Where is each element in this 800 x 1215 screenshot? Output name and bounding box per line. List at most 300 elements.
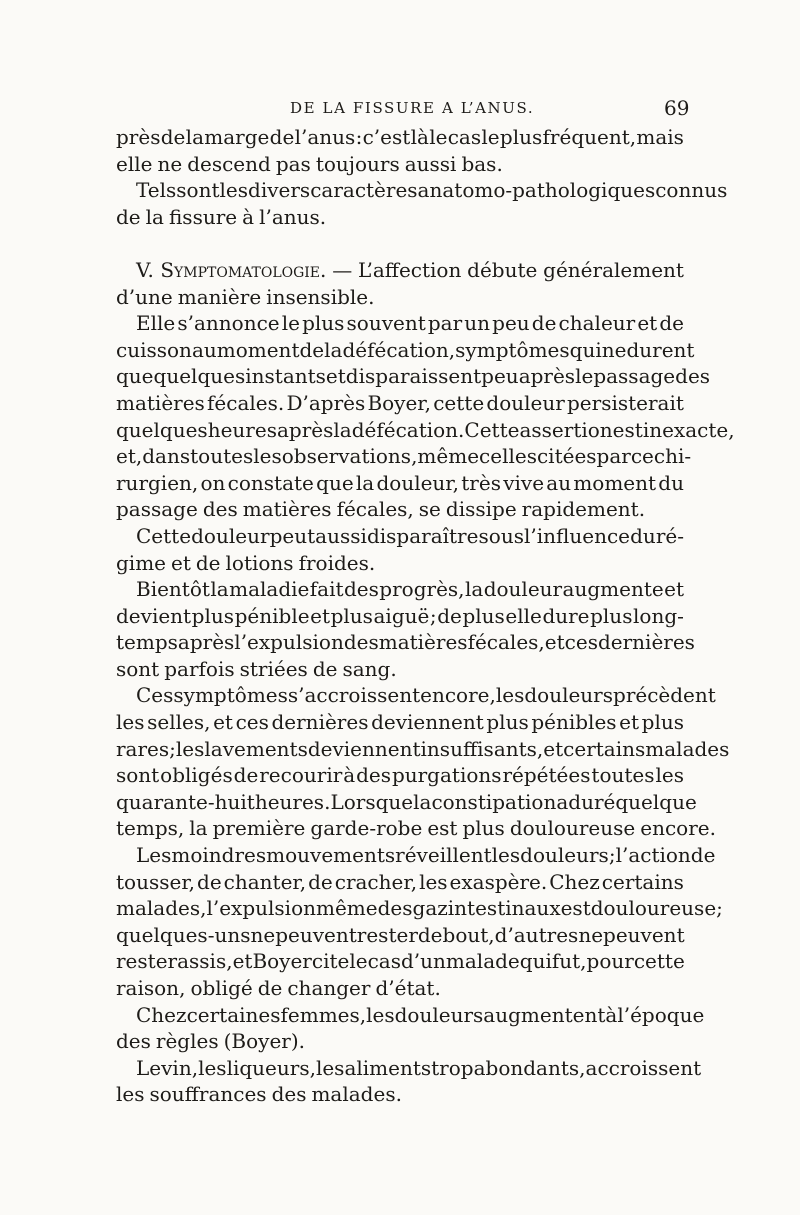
text-word: Elle <box>136 311 176 336</box>
text-word: quelque <box>615 789 697 814</box>
text-word: passage <box>593 364 676 389</box>
text-word: les <box>491 843 521 868</box>
blank-line <box>116 230 684 257</box>
text-word: la <box>189 816 208 841</box>
text-word: le <box>575 364 594 389</box>
text-word: de <box>160 125 186 149</box>
text-word: V. <box>136 257 155 282</box>
text-word: de <box>233 763 259 788</box>
text-word: augmente <box>562 577 664 602</box>
text-word: à <box>605 1002 618 1027</box>
text-word: peuvent <box>603 922 685 947</box>
text-word: de <box>269 125 295 149</box>
text-word: peut <box>269 523 316 548</box>
text-word: qui <box>519 949 552 974</box>
text-word: là <box>410 125 429 149</box>
text-word: de <box>659 311 684 336</box>
text-word: de <box>312 656 338 681</box>
text-word: dissipe <box>445 497 517 522</box>
text-word: de <box>690 843 716 868</box>
text-word: encore, <box>420 683 496 708</box>
text-word: manière <box>177 284 262 309</box>
text-word: douleur <box>191 523 270 548</box>
text-word: obligés <box>160 763 233 788</box>
text-word: la <box>324 337 343 362</box>
text-word: et, <box>116 444 143 469</box>
text-word: vive <box>503 470 545 495</box>
text-word: moment <box>573 470 657 495</box>
text-word: que <box>116 364 154 389</box>
text-word: et <box>325 364 346 389</box>
text-word: le <box>481 125 500 149</box>
text-word: malades. <box>311 1082 402 1107</box>
text-word: dernières <box>597 630 695 655</box>
text-word: l’influence <box>524 523 631 548</box>
text-word: l’expulsion <box>234 630 344 655</box>
text-word: toutes <box>190 444 254 469</box>
text-word: après <box>276 417 334 442</box>
text-word: maladie <box>229 577 310 602</box>
text-word: changer <box>287 976 371 1000</box>
text-word: l’anus. <box>259 204 327 229</box>
text-word: au <box>191 337 217 362</box>
text-word: les <box>198 1055 227 1080</box>
text-word: celles <box>479 444 537 469</box>
text-word: de <box>437 603 462 628</box>
text-word: striées <box>239 656 308 681</box>
text-word: aussi <box>404 151 457 176</box>
text-word: sont <box>116 763 160 788</box>
text-line <box>116 390 684 417</box>
text-word: Le <box>136 1055 162 1080</box>
text-word: malade <box>445 949 520 974</box>
text-line <box>116 496 684 523</box>
text-word: par <box>427 311 463 336</box>
text-word: d’une <box>116 284 173 309</box>
text-word: sous <box>478 523 524 548</box>
text-word: est <box>560 896 591 921</box>
text-word: divers <box>248 178 311 203</box>
text-word: obligé <box>190 976 253 1000</box>
text-word: souffrances <box>149 1082 267 1107</box>
text-word: deviennent <box>371 710 484 735</box>
text-word: constate <box>227 470 314 495</box>
text-word: assis, <box>177 949 233 974</box>
text-word: première <box>212 816 306 841</box>
text-word: d’autres <box>494 922 579 947</box>
text-word: dernières <box>271 710 369 735</box>
running-title: DE LA FISSURE A L’ANUS. <box>290 99 535 117</box>
text-word: fait <box>309 577 344 602</box>
text-line <box>116 363 711 390</box>
text-line <box>116 257 684 284</box>
text-word: disparaissent <box>345 364 482 389</box>
text-word: peuvent <box>275 922 357 947</box>
text-line <box>116 895 723 922</box>
text-line <box>116 177 728 204</box>
text-word: aliments <box>344 1055 432 1080</box>
text-word: chi- <box>653 444 692 469</box>
text-word: deviennent <box>307 736 421 761</box>
text-word: près <box>116 125 161 149</box>
text-word: des <box>675 364 711 389</box>
text-word: les <box>495 683 525 708</box>
text-word: certaines <box>186 1002 281 1027</box>
text-word: mais <box>636 125 684 149</box>
text-word: même <box>316 896 378 921</box>
text-word: insensible. <box>266 284 375 309</box>
text-word: Bientôt <box>136 577 210 602</box>
text-word: de <box>531 311 557 336</box>
text-word: duré <box>568 789 616 814</box>
text-line <box>116 417 735 444</box>
text-word: les <box>219 178 249 203</box>
text-word: Chez <box>549 869 600 894</box>
text-word: rares <box>116 736 170 761</box>
text-word: l’anus <box>294 125 356 149</box>
text-word: la <box>413 789 432 814</box>
text-line <box>116 736 730 763</box>
text-word: la <box>145 204 164 229</box>
text-word: douleur, <box>376 470 460 495</box>
text-word: les <box>116 710 145 735</box>
text-word: fut, <box>551 949 587 974</box>
text-word: et <box>213 710 233 735</box>
text-word: aiguë <box>373 603 430 628</box>
text-word: de <box>308 869 333 894</box>
text-word: le <box>429 125 448 149</box>
text-line <box>116 550 684 577</box>
text-word: quelques-uns <box>116 922 251 947</box>
text-word: heures <box>207 417 277 442</box>
text-word: défécation. <box>351 417 465 442</box>
text-word: trop <box>431 1055 474 1080</box>
text-word: plus <box>302 311 345 336</box>
text-word: observations, <box>281 444 418 469</box>
text-word: rester <box>356 922 418 947</box>
text-word: — <box>332 257 353 282</box>
text-word: ces <box>564 630 598 655</box>
text-word: et <box>232 949 253 974</box>
text-word: ne <box>601 337 627 362</box>
text-word: dans <box>142 444 191 469</box>
text-word: le <box>349 949 368 974</box>
text-word: s’annonce <box>177 311 280 336</box>
text-word: toutes <box>591 763 655 788</box>
text-word: debout, <box>417 922 495 947</box>
text-word: mouvements <box>266 843 396 868</box>
text-word: parfois <box>164 656 235 681</box>
text-line <box>116 789 697 816</box>
text-word: ne <box>250 922 276 947</box>
text-word: heures. <box>254 789 331 814</box>
text-line <box>116 337 695 364</box>
text-word: connus <box>655 178 728 203</box>
text-line <box>116 1028 684 1055</box>
text-word: purgations <box>391 763 502 788</box>
text-word: souvent <box>346 311 426 336</box>
text-word: quarante-huit <box>116 789 255 814</box>
text-line <box>116 815 716 842</box>
text-word: généralement <box>543 257 684 282</box>
text-word: citées <box>536 444 597 469</box>
text-word: caractères <box>310 178 418 203</box>
text-word: ; <box>429 603 437 628</box>
text-line <box>116 470 684 497</box>
body-text <box>116 124 735 1108</box>
text-word: disparaître <box>366 523 479 548</box>
text-word: persisterait <box>567 390 684 415</box>
text-word: Boyer, <box>367 390 432 415</box>
text-word: Cette <box>464 417 520 442</box>
text-word: plus <box>191 603 235 628</box>
text-word: recourir <box>259 763 343 788</box>
text-word: quelques <box>153 364 246 389</box>
text-line <box>116 151 684 178</box>
text-word: matières <box>378 630 468 655</box>
text-word: fissure <box>168 204 238 229</box>
text-word: tousser, <box>116 869 196 894</box>
text-word: les <box>175 736 205 761</box>
text-word: Symptomatologie. <box>160 257 327 282</box>
text-line <box>116 842 716 869</box>
text-word: on <box>200 470 226 495</box>
text-word: Les <box>136 843 172 868</box>
text-word: L’affection <box>357 257 462 282</box>
text-word: plus <box>486 710 529 735</box>
text-word: aussi <box>315 523 367 548</box>
text-word: chaleur <box>558 311 636 336</box>
text-word: très <box>461 470 501 495</box>
text-word: chanter, <box>223 869 307 894</box>
text-word: les <box>315 1055 345 1080</box>
text-word: et <box>171 550 191 575</box>
text-word: ne <box>157 151 183 176</box>
text-word: gime <box>116 550 166 575</box>
text-word: elle <box>116 151 153 176</box>
text-word: ré- <box>655 523 684 548</box>
text-word: réveillent <box>395 843 492 868</box>
text-word: devient <box>116 603 192 628</box>
text-word: exaspère. <box>449 869 548 894</box>
text-word: sang. <box>342 656 397 681</box>
text-word: après <box>518 364 576 389</box>
text-word: dure <box>542 603 590 628</box>
text-word: vin, <box>161 1055 199 1080</box>
text-word: ; <box>169 736 176 761</box>
text-line <box>116 310 684 337</box>
text-word: selles, <box>147 710 211 735</box>
text-word: cas <box>447 125 482 149</box>
text-line <box>116 603 684 630</box>
text-word: Lorsque <box>330 789 414 814</box>
text-word: se <box>418 497 441 522</box>
text-word: durent <box>626 337 695 362</box>
text-line <box>116 709 684 736</box>
text-word: fécales, <box>467 630 545 655</box>
text-word: moindres <box>171 843 267 868</box>
text-word: les <box>116 1082 145 1107</box>
text-word: les <box>419 869 448 894</box>
text-word: pour <box>586 949 634 974</box>
text-word: à <box>242 204 255 229</box>
text-word: certains <box>563 736 646 761</box>
text-word: assertion <box>519 417 613 442</box>
text-word: plus <box>590 603 633 628</box>
text-word: Boyer <box>252 949 312 974</box>
text-word: fréquent, <box>542 125 637 149</box>
page-number: 69 <box>664 96 690 120</box>
text-word: du <box>658 470 684 495</box>
text-word: et <box>544 630 565 655</box>
text-word: des <box>116 1029 151 1054</box>
text-word: femmes, <box>280 1002 367 1027</box>
text-word: douleur <box>486 390 565 415</box>
text-word: et <box>543 736 564 761</box>
text-word: raison, <box>116 976 186 1000</box>
text-word: au <box>546 470 572 495</box>
text-word: anatomo-pathologiques <box>417 178 656 203</box>
text-word: temps <box>116 630 178 655</box>
text-word: les <box>253 444 282 469</box>
text-word: les <box>655 763 684 788</box>
text-word: la <box>355 470 375 495</box>
text-word: quelques <box>116 417 208 442</box>
text-word: temps, <box>116 816 185 841</box>
text-word: de <box>195 550 221 575</box>
text-word: des <box>271 1082 307 1107</box>
text-word: plus <box>641 710 684 735</box>
text-word: est <box>612 417 643 442</box>
text-word: garde-robe <box>310 816 423 841</box>
text-word: rapidement. <box>521 497 646 522</box>
text-line <box>116 682 716 709</box>
text-word: pas <box>275 151 311 176</box>
text-word: des <box>343 577 379 602</box>
text-word: et <box>664 577 684 602</box>
text-word: douloureuse <box>509 816 636 841</box>
text-line <box>116 869 684 896</box>
text-word: cite <box>311 949 350 974</box>
text-word: descend <box>187 151 271 176</box>
text-word: bas. <box>461 151 503 176</box>
text-word: encore. <box>640 816 716 841</box>
text-line <box>116 656 684 683</box>
text-word: Chez <box>136 1002 187 1027</box>
text-word: par <box>596 444 631 469</box>
text-word: le <box>281 311 300 336</box>
text-line <box>116 204 684 231</box>
text-word: même <box>417 444 480 469</box>
text-word: long- <box>633 603 684 628</box>
text-word: des <box>377 896 413 921</box>
text-word: douloureuse <box>590 896 717 921</box>
text-word: et <box>310 603 330 628</box>
text-word: la <box>464 577 484 602</box>
text-word: intestinaux <box>447 896 561 921</box>
text-word: des <box>356 763 391 788</box>
text-word: matières <box>116 390 205 415</box>
text-word: l’époque <box>617 1002 705 1027</box>
text-line <box>116 922 684 949</box>
text-word: marge <box>204 125 270 149</box>
text-word: précèdent <box>613 683 716 708</box>
text-word: lavements <box>204 736 308 761</box>
text-word: ; <box>608 843 616 868</box>
text-word: et <box>619 710 640 735</box>
text-word: que <box>316 470 354 495</box>
text-word: douleur <box>483 577 563 602</box>
text-line <box>116 1055 702 1082</box>
text-word: douleurs <box>520 843 609 868</box>
text-word: cette <box>433 390 485 415</box>
text-word: cuisson <box>116 337 192 362</box>
text-word: cas <box>367 949 401 974</box>
text-word: s’accroissent <box>287 683 421 708</box>
text-word: symptômes <box>455 337 570 362</box>
text-word: peu <box>481 364 519 389</box>
text-line <box>116 762 684 789</box>
text-word: règles <box>155 1029 219 1054</box>
text-word: : <box>355 125 363 149</box>
text-word: de <box>299 337 325 362</box>
text-word: c’est <box>362 125 411 149</box>
text-word: rurgien, <box>116 470 199 495</box>
text-word: un <box>464 311 491 336</box>
text-word: ne <box>578 922 604 947</box>
text-word: est <box>427 816 458 841</box>
text-word: passage <box>116 497 198 522</box>
text-word: D’après <box>286 390 366 415</box>
text-word: pénibles <box>531 710 617 735</box>
text-word: d’état. <box>375 976 441 1000</box>
text-word: douleurs <box>524 683 614 708</box>
text-word: défécation, <box>342 337 456 362</box>
text-word: plus <box>499 125 543 149</box>
text-word: (Boyer). <box>223 1029 306 1054</box>
text-line <box>116 629 695 656</box>
text-word: inexacte, <box>642 417 735 442</box>
text-word: répétées <box>502 763 591 788</box>
text-word: peu <box>492 311 530 336</box>
text-word: a <box>556 789 569 814</box>
text-word: la <box>210 577 229 602</box>
text-word: plus <box>330 603 373 628</box>
text-word: moment <box>216 337 300 362</box>
text-word: la <box>185 125 204 149</box>
text-word: augmentent <box>483 1002 606 1027</box>
text-line <box>116 284 684 311</box>
text-word: Cette <box>136 523 192 548</box>
text-word: Tels <box>136 178 177 203</box>
text-word: et <box>637 311 658 336</box>
text-word: les <box>366 1002 395 1027</box>
text-word: lotions <box>225 550 294 575</box>
text-word: certains <box>601 869 684 894</box>
text-word: de <box>116 204 141 229</box>
text-word: à <box>343 763 356 788</box>
text-word: des <box>343 630 379 655</box>
text-word: la <box>333 417 352 442</box>
text-word: malades, <box>116 896 207 921</box>
text-word: qui <box>569 337 602 362</box>
text-word: elle <box>505 603 542 628</box>
text-word: de <box>257 976 283 1000</box>
text-word: insuffisants, <box>420 736 544 761</box>
text-word: rester <box>116 949 178 974</box>
text-line <box>116 443 692 470</box>
text-word: toujours <box>315 151 400 176</box>
